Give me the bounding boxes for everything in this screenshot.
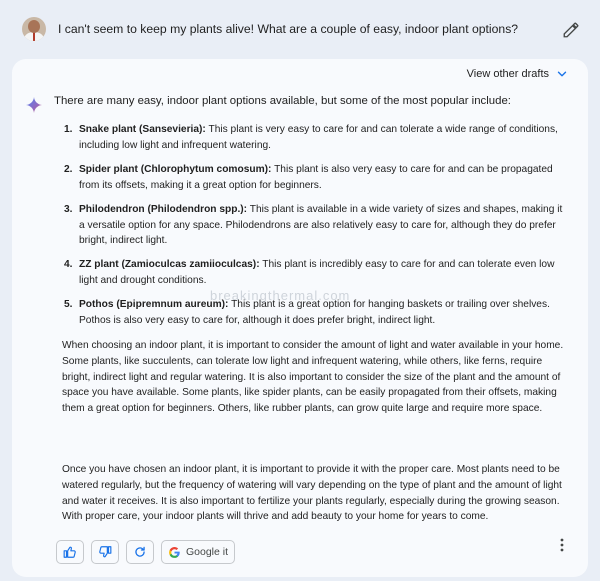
avatar [22,17,46,41]
google-it-button[interactable] [161,540,235,564]
refresh-icon [133,545,147,559]
dislike-button[interactable] [91,540,119,564]
query-bar [0,0,600,58]
google-icon [168,546,181,559]
list-item: 3. Philodendron (Philodendron spp.): This plant is available in a wide variety of sizes and shapes, making it a versatile option for any space. Philodendrons are also relatively easy to care for, although they do prefer bright, indirect light. [64,203,563,247]
response-paragraph-2: Once you have chosen an indoor plant, it is important to provide it with the proper care. Most plants need to be watered regularly, but the frequency of watering will vary depending on the type of plant and the amount of light and water it receives. It is also important to fertilize your plants regularly, especially during the growing season. With proper care, your indoor plants will thrive and add beauty to your home for years to come. [62,464,562,523]
regenerate-button[interactable] [126,540,154,564]
sparkle-icon [26,97,42,113]
response-paragraph-1: When choosing an indoor plant, it is important to consider the amount of light and water available in your home. Some plants, like succulents, can tolerate low light and infrequent watering, while others, like ferns, require bright, indirect light and regular watering. It is also important to consider the size of the plant and the amount of space you have available. Some plants, like spider plants, can be easily propagated from their offsets, making them a great option for beginners. Others, like rubber plants, can grow quite large and require more space. [62,340,564,415]
thumbs-up-icon [63,545,77,559]
response-intro: There are many easy, indoor plant options available, but some of the most popular include: [54,95,511,107]
list-item: 2. Spider plant (Chlorophytum comosum): This plant is also very easy to care for and can be propagated from its offsets, making it a great option for beginners. [64,163,553,191]
action-bar [56,540,235,564]
list-item: 5. Pothos (Epipremnum aureum): This plant is a great option for hanging baskets or trailing over shelves. Pothos is also very easy to care for, although it does prefer bright, indirect light. [64,299,550,327]
chevron-down-icon [555,67,569,81]
thumbs-down-icon [98,545,112,559]
more-vertical-icon[interactable] [556,538,568,552]
like-button[interactable] [56,540,84,564]
view-drafts-toggle[interactable] [467,67,569,81]
plant-list [64,122,564,337]
pencil-icon[interactable] [562,21,580,39]
list-item: 4. ZZ plant (Zamioculcas zamiioculcas): This plant is incredibly easy to care for and can tolerate even low light and drought conditions. [64,259,555,287]
google-it-label: Google it [186,546,229,558]
query-text: I can't seem to keep my plants alive! What are a couple of easy, indoor plant options? [58,22,519,36]
list-item: 1. Snake plant (Sansevieria): This plant is very easy to care for and can tolerate a wide range of conditions, including low light and infrequent watering. [64,124,558,151]
response-card [12,59,588,577]
view-drafts-label: View other drafts [466,68,549,80]
watermark: breakingthermal.com [210,288,351,303]
